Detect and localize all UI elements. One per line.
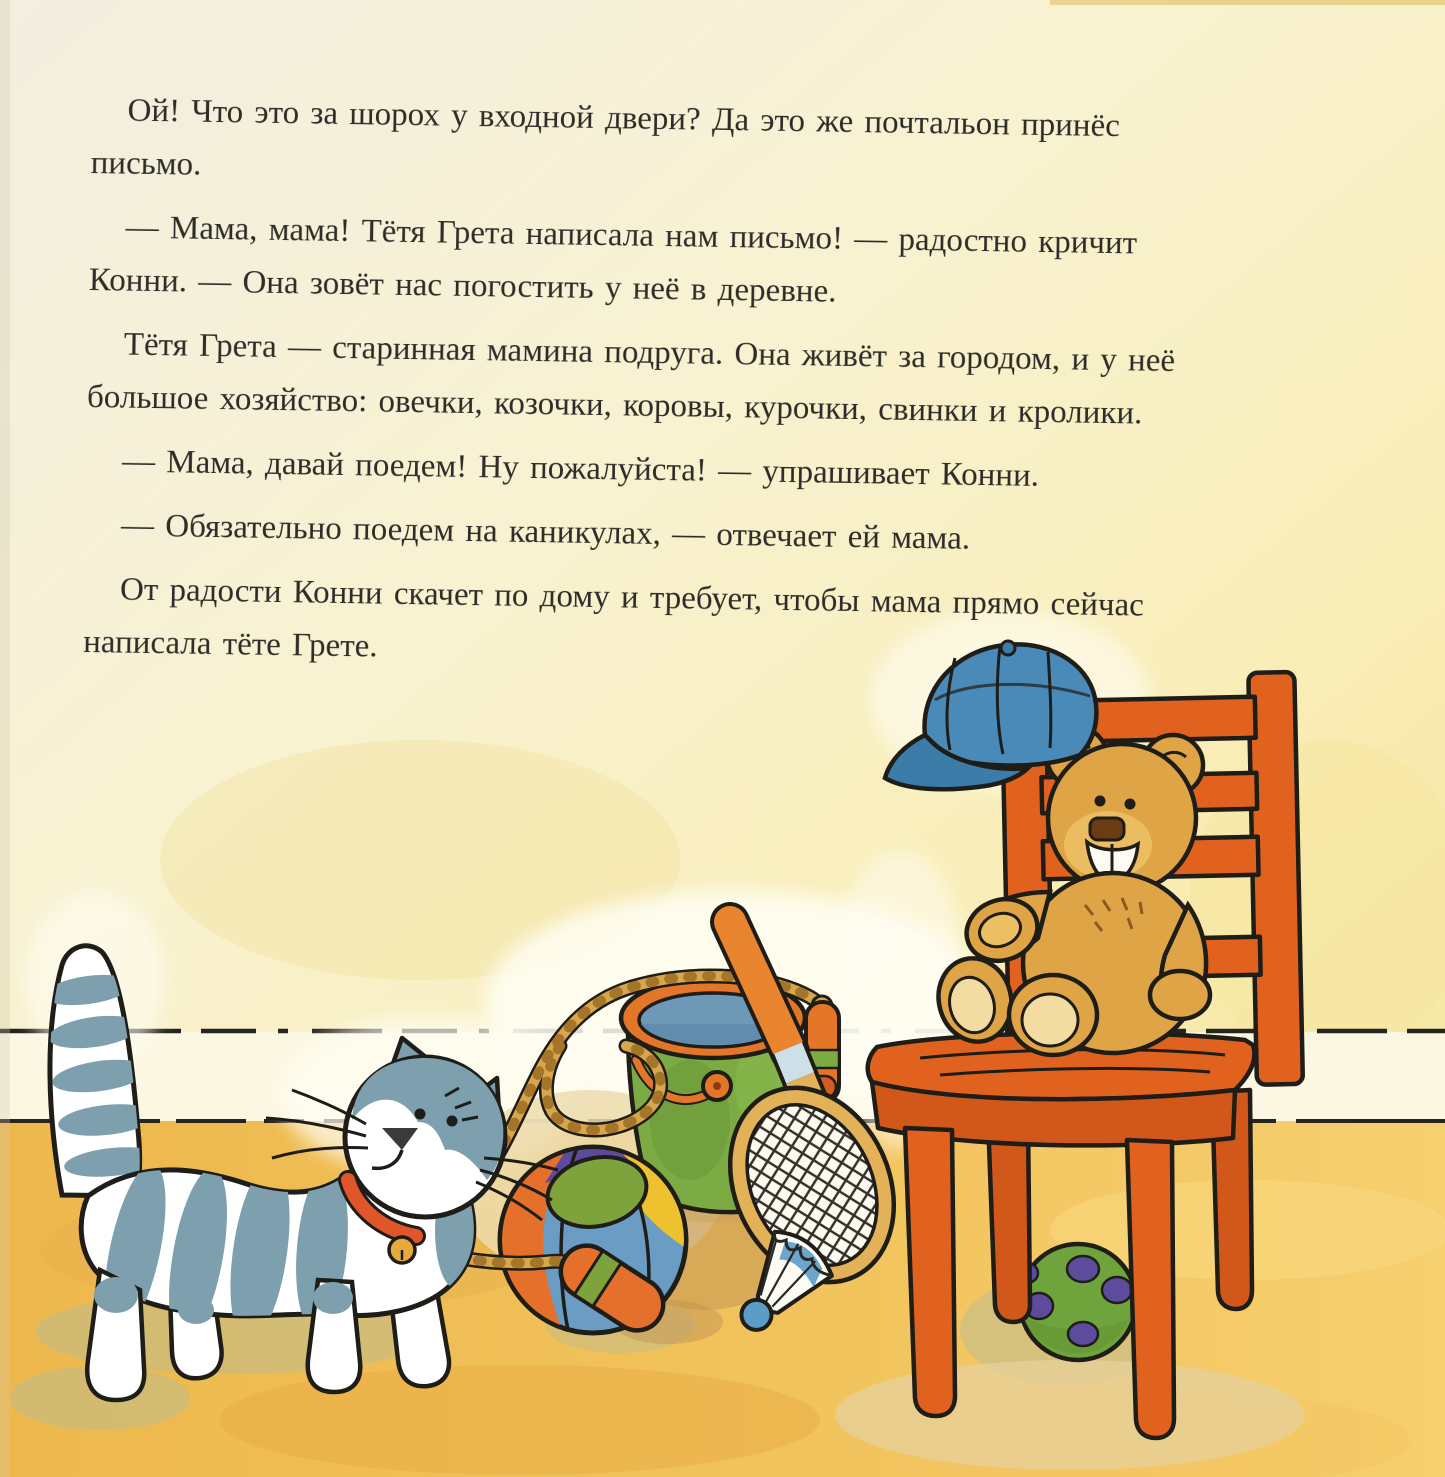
story-text <box>83 84 1422 701</box>
story-paragraph-6: От радости Конни скачет по дому и требует, чтобы мама прямо сейчас написала тёте Грете. <box>82 571 1145 665</box>
story-paragraph-2: — Мама, мама! Тётя Грета написала нам письмо! — радостно кричит Конни. — Она зовёт нас погостить у неё в деревне. <box>88 209 1138 310</box>
story-paragraph-1: Ой! Что это за шорох у входной двери? Да это же почтальон принёс письмо. <box>90 92 1121 183</box>
story-paragraph-5: — Обязательно поедем на каникулах, — отвечает ей мама. <box>120 507 971 557</box>
chair-leg-back-left <box>988 1118 1030 1322</box>
chair-leg-front-right <box>1127 1140 1174 1438</box>
story-paragraph-4: — Мама, давай поедем! Ну пожалуйста! — упрашивает Конни. <box>121 443 1040 494</box>
chair-leg-front-left <box>905 1128 955 1416</box>
teddy-paw-right <box>1150 971 1210 1019</box>
teddy-nose <box>1090 818 1124 840</box>
green-spotted-ball <box>1016 1244 1136 1360</box>
scan-edge-left <box>0 0 10 1477</box>
scan-edge <box>1050 0 1445 5</box>
story-paragraph-3: Тётя Грета — старинная мамина подруга. Она живёт за городом, и у неё большое хозяйство: овечки, козочки, коровы, курочки, свинки и кролики. <box>86 326 1176 432</box>
